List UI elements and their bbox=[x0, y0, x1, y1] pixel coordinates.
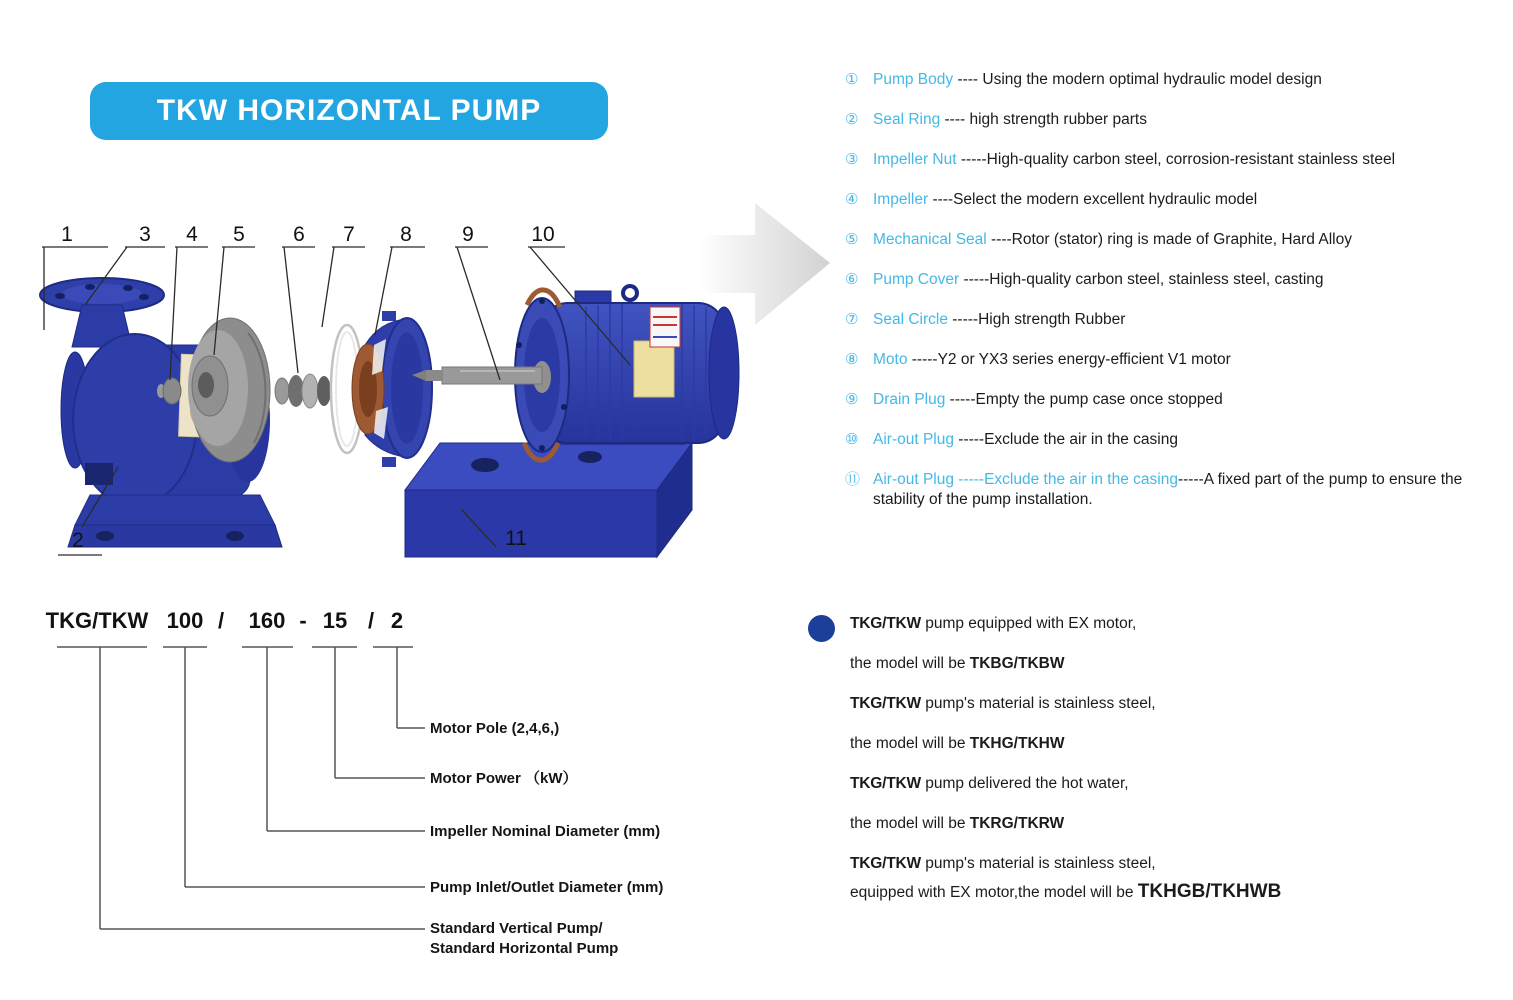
part-description bbox=[873, 190, 1488, 210]
code-segment-impeller: 160 bbox=[248, 608, 286, 633]
part-description bbox=[873, 270, 1488, 290]
parts-list-item bbox=[845, 230, 1505, 250]
part-number-badge: ⑨ bbox=[845, 391, 859, 408]
mechanical-seal-illustration bbox=[275, 374, 331, 408]
code-separator-1: / bbox=[217, 608, 225, 633]
part-desc-text: -----High-quality carbon steel, stainless steel, casting bbox=[959, 271, 1324, 288]
page-title: TKW HORIZONTAL PUMP bbox=[156, 94, 542, 127]
part-description bbox=[873, 350, 1488, 370]
part-description bbox=[873, 230, 1488, 250]
title-banner bbox=[90, 82, 608, 140]
part-name-tail: -----Exclude the air in the casing bbox=[953, 471, 1178, 488]
part-description bbox=[873, 310, 1488, 330]
part-description bbox=[873, 70, 1488, 90]
variant-line bbox=[850, 734, 1450, 754]
model-variants bbox=[850, 614, 1450, 922]
part-name: Pump Cover bbox=[873, 271, 960, 288]
parts-list bbox=[845, 70, 1505, 530]
code-segment-series: TKG/TKW bbox=[45, 608, 149, 633]
variant-text: pump's material is stainless steel, bbox=[920, 855, 1156, 872]
variant-model-code: TKBG/TKBW bbox=[969, 655, 1065, 672]
part-number-badge: ② bbox=[845, 111, 859, 128]
part-description bbox=[873, 470, 1488, 510]
variant-line bbox=[850, 654, 1450, 674]
variant-text: pump's material is stainless steel, bbox=[920, 695, 1156, 712]
part-desc-text: -----Empty the pump case once stopped bbox=[945, 391, 1223, 408]
code-segment-pole: 2 bbox=[390, 608, 404, 633]
variant-series-name: TKG/TKW bbox=[850, 615, 921, 632]
variant-line bbox=[850, 614, 1450, 634]
part-name: Moto bbox=[873, 351, 908, 368]
variant-text: the model will be bbox=[850, 815, 970, 832]
part-name: Air-out Plug bbox=[873, 431, 954, 448]
code-separator-3: / bbox=[367, 608, 375, 633]
parts-list-item bbox=[845, 270, 1505, 290]
variant-model-code: TKHGB/TKHWB bbox=[1137, 881, 1282, 902]
label-pump-type-1: Standard Vertical Pump/ bbox=[430, 920, 603, 937]
variant-series-name: TKG/TKW bbox=[850, 775, 921, 792]
part-number-badge: ④ bbox=[845, 191, 859, 208]
parts-list-item bbox=[845, 70, 1505, 90]
variant-text: pump equipped with EX motor, bbox=[920, 615, 1137, 632]
part-desc-text: ----Rotor (stator) ring is made of Graphite, Hard Alloy bbox=[986, 231, 1352, 248]
variant-line bbox=[850, 854, 1450, 874]
part-number-badge: ⑦ bbox=[845, 311, 859, 328]
part-description bbox=[873, 150, 1488, 170]
code-segment-inlet: 100 bbox=[166, 608, 204, 633]
parts-list-item bbox=[845, 110, 1505, 130]
callout-2: 2 bbox=[72, 529, 84, 552]
part-desc-text: ---- high strength rubber parts bbox=[940, 111, 1147, 128]
variant-text: equipped with EX motor,the model will be bbox=[850, 884, 1138, 901]
part-number-badge: ⑧ bbox=[845, 351, 859, 368]
callout-8: 8 bbox=[400, 223, 412, 246]
callout-7: 7 bbox=[343, 223, 355, 246]
pump-exploded-diagram bbox=[30, 195, 840, 590]
label-pump-type-2: Standard Horizontal Pump bbox=[430, 940, 619, 957]
part-desc-text: -----High strength Rubber bbox=[947, 311, 1126, 328]
part-name: Mechanical Seal bbox=[873, 231, 987, 248]
code-segment-power: 15 bbox=[322, 608, 348, 633]
part-desc-text: -----High-quality carbon steel, corrosion-resistant stainless steel bbox=[956, 151, 1396, 168]
part-desc-text: -----A fixed part of the pump to ensure the stability of the pump installation. bbox=[873, 471, 1463, 508]
part-description bbox=[873, 390, 1488, 410]
callout-10: 10 bbox=[531, 223, 555, 246]
variant-line bbox=[850, 814, 1450, 834]
parts-list-item bbox=[845, 150, 1505, 170]
callout-11: 11 bbox=[505, 527, 527, 550]
model-code-breakdown bbox=[40, 595, 740, 985]
parts-list-item bbox=[845, 310, 1505, 330]
part-name: Drain Plug bbox=[873, 391, 946, 408]
callout-6: 6 bbox=[293, 223, 305, 246]
part-number-badge: ⑪ bbox=[845, 471, 861, 488]
variant-line bbox=[850, 774, 1450, 794]
variant-text: pump delivered the hot water, bbox=[920, 775, 1129, 792]
parts-list-item bbox=[845, 350, 1505, 370]
part-desc-text: -----Y2 or YX3 series energy-efficient V1 motor bbox=[907, 351, 1231, 368]
bullet-icon bbox=[808, 615, 835, 642]
label-motor-power: Motor Power （kW） bbox=[430, 770, 578, 787]
callout-4: 4 bbox=[186, 223, 198, 246]
parts-list-item bbox=[845, 470, 1505, 510]
part-description bbox=[873, 110, 1488, 130]
part-name: Impeller bbox=[873, 191, 929, 208]
arrow-right-icon bbox=[698, 203, 830, 325]
label-impeller-diameter: Impeller Nominal Diameter (mm) bbox=[430, 823, 661, 840]
code-separator-2: - bbox=[299, 608, 307, 633]
part-number-badge: ⑥ bbox=[845, 271, 859, 288]
part-name: Seal Circle bbox=[873, 311, 948, 328]
callout-1: 1 bbox=[61, 223, 73, 246]
motor-illustration bbox=[405, 286, 739, 557]
part-name: Pump Body bbox=[873, 71, 954, 88]
variant-line bbox=[850, 882, 1450, 902]
part-desc-text: ---- Using the modern optimal hydraulic model design bbox=[953, 71, 1322, 88]
part-description bbox=[873, 430, 1488, 450]
variant-text: the model will be bbox=[850, 735, 970, 752]
pump-cover-illustration bbox=[352, 311, 432, 467]
label-motor-pole: Motor Pole (2,4,6,) bbox=[430, 720, 560, 737]
callout-3: 3 bbox=[139, 223, 151, 246]
part-name: Air-out Plug bbox=[873, 471, 954, 488]
label-inlet-outlet: Pump Inlet/Outlet Diameter (mm) bbox=[430, 879, 664, 896]
variant-model-code: TKHG/TKHW bbox=[969, 735, 1065, 752]
variant-series-name: TKG/TKW bbox=[850, 855, 921, 872]
part-number-badge: ⑤ bbox=[845, 231, 859, 248]
variant-series-name: TKG/TKW bbox=[850, 695, 921, 712]
parts-list-item bbox=[845, 390, 1505, 410]
part-number-badge: ① bbox=[845, 71, 859, 88]
variant-text: the model will be bbox=[850, 655, 970, 672]
part-name: Impeller Nut bbox=[873, 151, 957, 168]
parts-list-item bbox=[845, 190, 1505, 210]
code-leader-lines bbox=[57, 647, 425, 929]
part-name: Seal Ring bbox=[873, 111, 941, 128]
variant-line bbox=[850, 694, 1450, 714]
callout-9: 9 bbox=[462, 223, 474, 246]
part-number-badge: ③ bbox=[845, 151, 859, 168]
parts-list-item bbox=[845, 430, 1505, 450]
part-number-badge: ⑩ bbox=[845, 431, 859, 448]
variant-model-code: TKRG/TKRW bbox=[969, 815, 1065, 832]
part-desc-text: ----Select the modern excellent hydraulic model bbox=[928, 191, 1258, 208]
part-desc-text: -----Exclude the air in the casing bbox=[953, 431, 1178, 448]
callout-5: 5 bbox=[233, 223, 245, 246]
